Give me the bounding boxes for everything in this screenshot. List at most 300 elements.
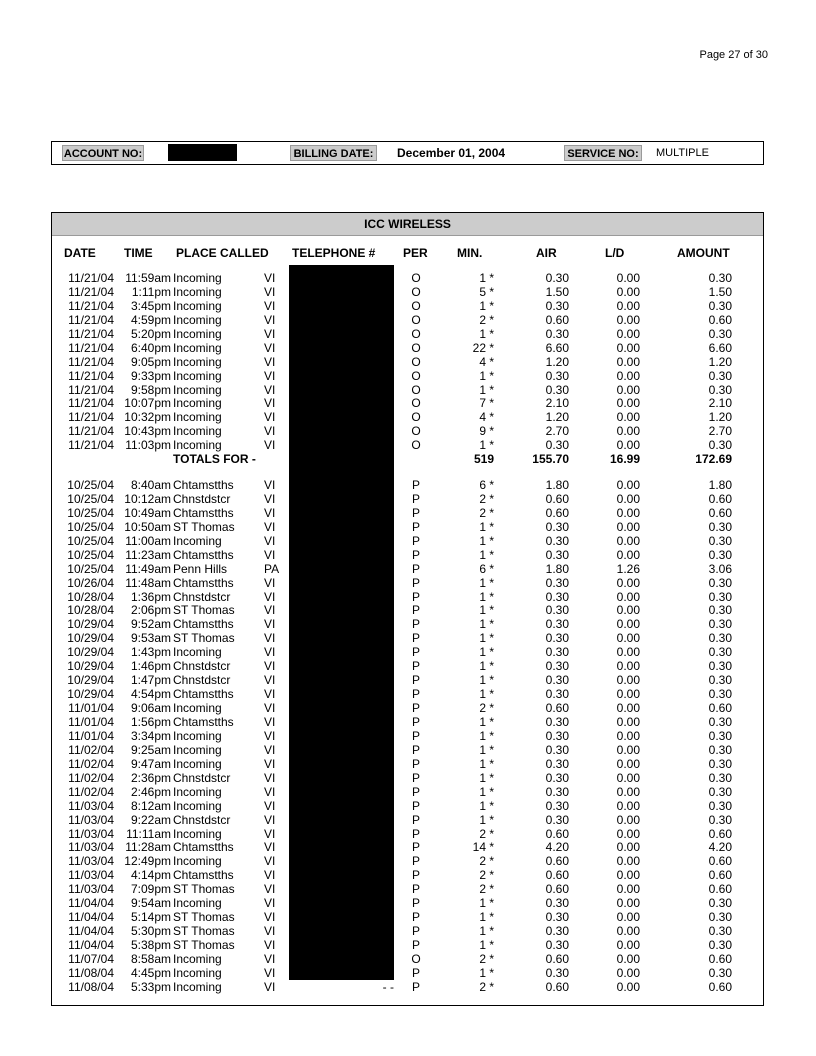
cell-place: ST Thomas — [173, 910, 235, 925]
cell-date: 11/08/04 — [68, 979, 114, 994]
cell-st: VI — [264, 575, 276, 590]
cell-place: Incoming — [173, 382, 222, 397]
cell-amount: 0.60 — [708, 312, 732, 327]
cell-st: VI — [264, 924, 276, 939]
col-header-time: TIME — [124, 246, 153, 260]
cell-st: VI — [264, 673, 276, 688]
cell-ld: 0.00 — [616, 728, 640, 743]
cell-date: 11/03/04 — [68, 854, 114, 869]
cell-time: 11:48am — [125, 575, 171, 590]
cell-time: 8:40am — [130, 478, 171, 492]
cell-st: VI — [264, 298, 276, 313]
cell-min: 1 * — [479, 784, 494, 799]
cell-amount: 0.30 — [708, 728, 732, 743]
cell-st: VI — [264, 478, 276, 492]
cell-place: Chtamstths — [173, 478, 234, 492]
cell-air: 0.30 — [545, 438, 569, 453]
cell-min: 1 * — [479, 714, 494, 729]
cell-st: VI — [264, 617, 276, 632]
totals-amount: 172.69 — [695, 452, 732, 467]
cell-min: 1 * — [479, 659, 494, 674]
cell-amount: 0.30 — [708, 938, 732, 953]
cell-place: Chtamstths — [173, 714, 234, 729]
cell-st: VI — [264, 631, 276, 646]
cell-per: O — [411, 354, 421, 369]
cell-per: P — [411, 798, 420, 813]
cell-air: 0.60 — [545, 505, 569, 520]
cell-air: 0.30 — [545, 673, 569, 688]
cell-st: VI — [264, 382, 276, 397]
table-row — [52, 341, 765, 355]
table-row — [52, 701, 765, 715]
cell-ld: 0.00 — [616, 340, 640, 355]
cell-st: VI — [264, 784, 276, 799]
cell-place: Incoming — [173, 728, 222, 743]
cell-place: Incoming — [173, 368, 222, 383]
cell-ld: 0.00 — [616, 687, 640, 702]
cell-date: 10/29/04 — [67, 617, 114, 632]
cell-amount: 0.30 — [708, 617, 732, 632]
cell-ld: 0.00 — [616, 382, 640, 397]
billing-date-value: December 01, 2004 — [397, 146, 506, 160]
table-row — [52, 271, 765, 285]
cell-ld: 0.00 — [616, 438, 640, 453]
cell-ld: 0.00 — [616, 298, 640, 313]
cell-time: 11:00am — [125, 533, 171, 548]
table-row — [52, 631, 765, 645]
cell-ld: 0.00 — [616, 575, 640, 590]
cell-ld: 0.00 — [616, 882, 640, 897]
cell-amount: 0.30 — [708, 368, 732, 383]
cell-per: P — [411, 868, 420, 883]
cell-date: 11/21/04 — [68, 368, 114, 383]
cell-amount: 0.60 — [708, 491, 732, 506]
cell-time: 5:30pm — [130, 924, 171, 939]
cell-time: 11:49am — [125, 561, 171, 576]
cell-air: 1.80 — [545, 561, 569, 576]
cell-amount: 1.20 — [708, 410, 732, 425]
service-no-value: MULTIPLE — [656, 147, 709, 159]
cell-min: 2 * — [479, 491, 494, 506]
cell-st: VI — [264, 312, 276, 327]
cell-place: Incoming — [173, 742, 222, 757]
cell-place: Chnstdstcr — [173, 491, 231, 506]
cell-ld: 0.00 — [616, 505, 640, 520]
cell-st: VI — [264, 868, 276, 883]
table-row — [52, 383, 765, 397]
cell-min: 1 * — [479, 382, 494, 397]
cell-place: Chnstdstcr — [173, 589, 231, 604]
cell-air: 0.30 — [545, 659, 569, 674]
cell-air: 0.30 — [545, 589, 569, 604]
table-row — [52, 673, 765, 687]
cell-date: 11/21/04 — [68, 424, 114, 439]
cell-place: Incoming — [173, 438, 222, 453]
cell-min: 1 * — [479, 742, 494, 757]
table-row — [52, 438, 765, 452]
cell-ld: 0.00 — [616, 896, 640, 911]
totals-min: 519 — [473, 452, 494, 467]
cell-air: 2.10 — [545, 396, 569, 411]
cell-st: VI — [264, 519, 276, 534]
cell-ld: 0.00 — [616, 701, 640, 716]
cell-per: P — [411, 491, 420, 506]
cell-amount: 0.60 — [708, 951, 732, 966]
cell-ld: 0.00 — [616, 826, 640, 841]
cell-amount: 0.30 — [708, 687, 732, 702]
cell-st: VI — [264, 826, 276, 841]
cell-min: 1 * — [479, 547, 494, 562]
cell-air: 0.30 — [545, 645, 569, 660]
cell-st: VI — [264, 424, 276, 439]
cell-ld: 0.00 — [616, 533, 640, 548]
cell-air: 4.20 — [545, 840, 569, 855]
cell-ld: 0.00 — [616, 910, 640, 925]
cell-min: 7 * — [479, 396, 494, 411]
cell-st: VI — [264, 770, 276, 785]
table-row — [52, 868, 765, 882]
cell-st: VI — [264, 687, 276, 702]
cell-air: 0.60 — [545, 701, 569, 716]
cell-ld: 0.00 — [616, 742, 640, 757]
cell-st: VI — [264, 896, 276, 911]
cell-per: O — [411, 424, 421, 439]
cell-per: P — [411, 589, 420, 604]
table-row — [52, 771, 765, 785]
col-header-amount: AMOUNT — [677, 246, 730, 260]
cell-date: 11/02/04 — [68, 770, 114, 785]
cell-per: P — [411, 603, 420, 618]
cell-min: 4 * — [479, 354, 494, 369]
cell-min: 1 * — [479, 687, 494, 702]
cell-place: Chtamstths — [173, 868, 234, 883]
cell-time: 9:22am — [130, 812, 171, 827]
cell-min: 5 * — [479, 284, 494, 299]
cell-date: 11/21/04 — [68, 326, 114, 341]
cell-amount: 0.30 — [708, 603, 732, 618]
table-row — [52, 576, 765, 590]
table-row — [52, 785, 765, 799]
cell-air: 0.60 — [545, 979, 569, 994]
cell-date: 11/21/04 — [68, 284, 114, 299]
cell-date: 10/25/04 — [67, 519, 114, 534]
cell-min: 1 * — [479, 938, 494, 953]
cell-date: 10/28/04 — [67, 603, 114, 618]
cell-per: O — [411, 340, 421, 355]
cell-st: VI — [264, 979, 276, 994]
cell-date: 11/21/04 — [68, 382, 114, 397]
cell-per: P — [411, 714, 420, 729]
cell-air: 0.30 — [545, 575, 569, 590]
cell-date: 11/21/04 — [68, 298, 114, 313]
cell-min: 1 * — [479, 924, 494, 939]
cell-ld: 0.00 — [616, 284, 640, 299]
cell-time: 2:46pm — [130, 784, 171, 799]
cell-amount: 0.30 — [708, 896, 732, 911]
cell-per: P — [411, 673, 420, 688]
cell-per: P — [411, 840, 420, 855]
table-row — [52, 938, 765, 952]
cell-st: VI — [264, 396, 276, 411]
cell-time: 11:59am — [125, 271, 171, 285]
cell-min: 1 * — [479, 438, 494, 453]
cell-ld: 0.00 — [616, 547, 640, 562]
cell-air: 0.60 — [545, 491, 569, 506]
cell-time: 10:32pm — [124, 410, 171, 425]
cell-per: P — [411, 924, 420, 939]
cell-st: VI — [264, 659, 276, 674]
cell-date: 11/03/04 — [68, 798, 114, 813]
cell-place: Incoming — [173, 756, 222, 771]
cell-time: 1:36pm — [130, 589, 171, 604]
cell-per: P — [411, 505, 420, 520]
cell-date: 11/21/04 — [68, 396, 114, 411]
cell-place: ST Thomas — [173, 603, 235, 618]
cell-place: Chtamstths — [173, 617, 234, 632]
totals-air: 155.70 — [532, 452, 569, 467]
table-row — [52, 799, 765, 813]
cell-min: 1 * — [479, 368, 494, 383]
cell-amount: 3.06 — [708, 561, 732, 576]
cell-st: VI — [264, 965, 276, 980]
cell-place: Incoming — [173, 784, 222, 799]
cell-per: P — [411, 519, 420, 534]
cell-air: 0.60 — [545, 951, 569, 966]
cell-amount: 0.30 — [708, 673, 732, 688]
cell-min: 1 * — [479, 271, 494, 285]
cell-air: 0.30 — [545, 784, 569, 799]
cell-min: 2 * — [479, 979, 494, 994]
cell-time: 11:03pm — [125, 438, 171, 453]
cell-amount: 0.30 — [708, 965, 732, 980]
cell-place: Incoming — [173, 326, 222, 341]
cell-air: 0.30 — [545, 547, 569, 562]
cell-min: 1 * — [479, 603, 494, 618]
cell-time: 11:28am — [125, 840, 171, 855]
cell-per: O — [411, 410, 421, 425]
cell-per: O — [411, 382, 421, 397]
table-row — [52, 617, 765, 631]
cell-air: 6.60 — [545, 340, 569, 355]
cell-amount: 0.30 — [708, 784, 732, 799]
cell-air: 0.60 — [545, 882, 569, 897]
cell-amount: 4.20 — [708, 840, 732, 855]
cell-st: VI — [264, 326, 276, 341]
cell-air: 0.30 — [545, 812, 569, 827]
col-header-air: AIR — [536, 246, 557, 260]
cell-place: Incoming — [173, 979, 222, 994]
cell-place: Chnstdstcr — [173, 770, 231, 785]
cell-amount: 0.30 — [708, 756, 732, 771]
cell-time: 4:59pm — [130, 312, 171, 327]
cell-amount: 0.60 — [708, 505, 732, 520]
cell-air: 0.60 — [545, 312, 569, 327]
cell-min: 2 * — [479, 312, 494, 327]
cell-min: 2 * — [479, 951, 494, 966]
cell-date: 11/03/04 — [68, 868, 114, 883]
cell-time: 4:14pm — [130, 868, 171, 883]
cell-ld: 0.00 — [616, 979, 640, 994]
col-header-min: MIN. — [457, 246, 483, 260]
cell-time: 9:53am — [130, 631, 171, 646]
cell-st: VI — [264, 354, 276, 369]
cell-time: 10:43pm — [124, 424, 171, 439]
table-row — [52, 410, 765, 424]
cell-st: VI — [264, 701, 276, 716]
cell-time: 4:45pm — [130, 965, 171, 980]
cell-amount: 0.30 — [708, 631, 732, 646]
cell-air: 1.50 — [545, 284, 569, 299]
cell-per: O — [411, 284, 421, 299]
cell-min: 1 * — [479, 896, 494, 911]
cell-date: 11/08/04 — [68, 965, 114, 980]
cell-per: P — [411, 770, 420, 785]
cell-st: VI — [264, 798, 276, 813]
account-no-label: ACCOUNT NO: — [62, 145, 144, 161]
cell-date: 11/21/04 — [68, 271, 114, 285]
cell-st: VI — [264, 882, 276, 897]
cell-amount: 0.30 — [708, 812, 732, 827]
cell-per: P — [411, 701, 420, 716]
cell-time: 1:11pm — [131, 284, 171, 299]
cell-min: 9 * — [479, 424, 494, 439]
cell-amount: 0.30 — [708, 645, 732, 660]
cell-amount: 0.30 — [708, 271, 732, 285]
cell-place: Incoming — [173, 965, 222, 980]
cell-min: 1 * — [479, 756, 494, 771]
totals-ld: 16.99 — [609, 452, 640, 467]
table-row — [52, 729, 765, 743]
section-title: ICC WIRELESS — [52, 213, 763, 236]
cell-per: P — [411, 965, 420, 980]
cell-amount: 0.30 — [708, 382, 732, 397]
table-row — [52, 687, 765, 701]
cell-min: 6 * — [479, 478, 494, 492]
cell-place: Incoming — [173, 798, 222, 813]
cell-per: O — [411, 438, 421, 453]
cell-amount: 2.70 — [708, 424, 732, 439]
cell-telephone: - - — [382, 979, 394, 994]
totals-row — [52, 452, 765, 466]
cell-air: 1.20 — [545, 354, 569, 369]
col-header-place: PLACE CALLED — [176, 246, 269, 260]
cell-ld: 0.00 — [616, 868, 640, 883]
cell-ld: 0.00 — [616, 659, 640, 674]
cell-st: VI — [264, 271, 276, 285]
cell-time: 3:45pm — [130, 298, 171, 313]
cell-amount: 1.50 — [708, 284, 732, 299]
cell-min: 1 * — [479, 965, 494, 980]
cell-st: VI — [264, 284, 276, 299]
cell-ld: 0.00 — [616, 938, 640, 953]
cell-air: 0.30 — [545, 603, 569, 618]
cell-place: Chtamstths — [173, 575, 234, 590]
cell-air: 0.30 — [545, 965, 569, 980]
cell-min: 6 * — [479, 561, 494, 576]
cell-date: 11/02/04 — [68, 742, 114, 757]
cell-min: 2 * — [479, 505, 494, 520]
cell-date: 10/29/04 — [67, 659, 114, 674]
cell-time: 11:11am — [126, 826, 171, 841]
cell-amount: 0.30 — [708, 326, 732, 341]
cell-per: O — [411, 951, 421, 966]
cell-date: 11/04/04 — [68, 910, 114, 925]
cell-amount: 0.30 — [708, 519, 732, 534]
cell-date: 11/04/04 — [68, 938, 114, 953]
col-header-per: PER — [403, 246, 428, 260]
cell-per: P — [411, 478, 420, 492]
cell-ld: 0.00 — [616, 424, 640, 439]
cell-min: 4 * — [479, 410, 494, 425]
cell-time: 3:34pm — [130, 728, 171, 743]
col-header-date: DATE — [64, 246, 96, 260]
cell-min: 14 * — [472, 840, 494, 855]
cell-ld: 0.00 — [616, 478, 640, 492]
cell-amount: 0.30 — [708, 910, 732, 925]
cell-min: 1 * — [479, 728, 494, 743]
table-row — [52, 827, 765, 841]
cell-time: 9:25am — [130, 742, 171, 757]
cell-place: Incoming — [173, 271, 222, 285]
table-row — [52, 603, 765, 617]
cell-per: P — [411, 756, 420, 771]
cell-air: 0.30 — [545, 368, 569, 383]
cell-ld: 0.00 — [616, 854, 640, 869]
cell-ld: 0.00 — [616, 756, 640, 771]
cell-place: ST Thomas — [173, 924, 235, 939]
cell-date: 11/21/04 — [68, 438, 114, 453]
cell-time: 8:58am — [130, 951, 171, 966]
cell-air: 0.30 — [545, 896, 569, 911]
cell-time: 2:36pm — [130, 770, 171, 785]
table-row — [52, 590, 765, 604]
cell-ld: 0.00 — [616, 603, 640, 618]
cell-date: 10/26/04 — [67, 575, 114, 590]
table-row — [52, 910, 765, 924]
cell-date: 11/21/04 — [68, 312, 114, 327]
cell-air: 0.30 — [545, 326, 569, 341]
cell-place: Chnstdstcr — [173, 812, 231, 827]
cell-min: 1 * — [479, 798, 494, 813]
table-row — [52, 882, 765, 896]
cell-min: 1 * — [479, 770, 494, 785]
cell-min: 1 * — [479, 631, 494, 646]
cell-amount: 0.30 — [708, 533, 732, 548]
account-info-bar — [51, 141, 764, 165]
billing-date-label: BILLING DATE: — [290, 145, 377, 161]
cell-date: 10/25/04 — [67, 505, 114, 520]
page-number: Page 27 of 30 — [699, 49, 768, 61]
cell-ld: 0.00 — [616, 631, 640, 646]
totals-label: TOTALS FOR - — [173, 452, 256, 467]
cell-date: 11/21/04 — [68, 410, 114, 425]
cell-min: 2 * — [479, 882, 494, 897]
cell-time: 1:43pm — [130, 645, 171, 660]
cell-date: 11/21/04 — [68, 340, 114, 355]
cell-date: 10/25/04 — [67, 561, 114, 576]
table-row — [52, 743, 765, 757]
cell-place: Incoming — [173, 951, 222, 966]
cell-per: P — [411, 896, 420, 911]
table-row — [52, 562, 765, 576]
cell-st: VI — [264, 340, 276, 355]
cell-place: Incoming — [173, 854, 222, 869]
cell-ld: 0.00 — [616, 617, 640, 632]
table-row — [52, 285, 765, 299]
col-header-ld: L/D — [605, 246, 625, 260]
cell-place: Incoming — [173, 424, 222, 439]
cell-amount: 0.30 — [708, 924, 732, 939]
